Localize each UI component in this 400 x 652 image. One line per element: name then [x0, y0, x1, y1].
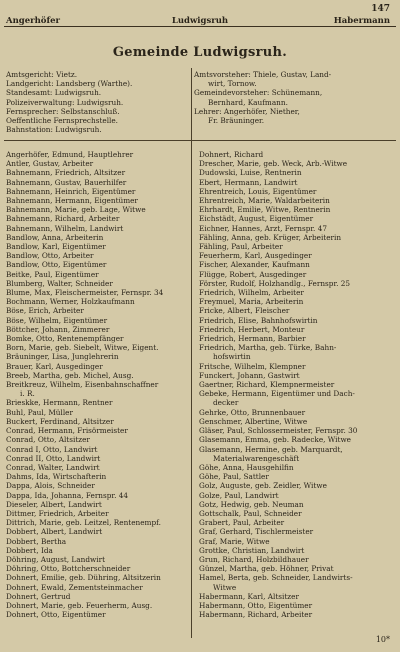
- list-item: Lehrer: Angerhöfer, Niether,: [194, 106, 300, 116]
- list-item: Ehrhardt, Emilie, Witwe, Rentnerin: [199, 205, 331, 215]
- list-item: Bandlow, Otto, Eigentümer: [6, 260, 107, 270]
- list-item: Dohnert, Ewald, Zementsteinmacher: [6, 582, 143, 592]
- list-item: Polizeiverwaltung: Ludwigsruh.: [6, 97, 124, 107]
- list-item: i. R.: [20, 389, 35, 399]
- list-item: Golze, Paul, Landwirt: [199, 490, 279, 500]
- list-item: Conrad, Walter, Landwirt: [6, 462, 100, 472]
- list-item: Eichstädt, August, Eigentümer: [199, 214, 314, 224]
- list-item: Gehrke, Otto, Brunnenbauer: [199, 407, 306, 417]
- list-item: Habermann, Karl, Altsitzer: [199, 591, 299, 601]
- list-item: Göhe, Paul, Sattler: [199, 472, 269, 482]
- list-item: Bandlow, Otto, Arbeiter: [6, 251, 94, 261]
- list-item: Landgericht: Landsberg (Warthe).: [6, 79, 133, 89]
- page-number: 147: [371, 4, 390, 14]
- list-item: Döhring, August, Landwirt: [6, 554, 105, 564]
- list-item: Göhe, Anna, Hausgehilfin: [199, 462, 294, 472]
- list-item: Funckert, Johann, Gastwirt: [199, 370, 300, 380]
- list-item: Böse, Erich, Arbeiter: [6, 306, 84, 316]
- list-item: Blumberg, Walter, Schneider: [6, 278, 113, 288]
- list-item: Drescher, Marie, geb. Weck, Arb.-Witwe: [199, 159, 348, 169]
- header-left: Angerhöfer: [6, 16, 60, 26]
- list-item: Genschmer, Albertine, Witwe: [199, 416, 308, 426]
- municipality-info: [6, 70, 184, 134]
- list-item: Friedrich, Hermann, Barbier: [199, 334, 306, 344]
- list-item: Gaertner, Richard, Klempnermeister: [199, 380, 335, 390]
- list-item: Feuerherm, Karl, Ausgedinger: [199, 251, 312, 261]
- list-item: Habermann, Otto, Eigentümer: [199, 600, 313, 610]
- list-item: Buhl, Paul, Müller: [6, 407, 73, 417]
- list-item: Böse, Wilhelm, Eigentümer: [6, 315, 108, 325]
- list-item: Ehrentreich, Louis, Eigentümer: [199, 186, 317, 196]
- list-item: Bahnemann, Hermann, Eigentümer: [6, 196, 138, 206]
- list-item: Bochmann, Werner, Holzkaufmann: [6, 297, 135, 307]
- list-item: Dobbert, Bertha: [6, 536, 67, 546]
- list-item: Dobbert, Ida: [6, 545, 53, 555]
- list-item: Dohnert, Marie, geb. Feuerherm, Ausg.: [6, 600, 153, 610]
- page-title: Gemeinde Ludwigsruh.: [112, 45, 288, 60]
- resident-list-left: [6, 150, 192, 619]
- list-item: Fähling, Anna, geb. Krüger, Arbeiterin: [199, 232, 342, 242]
- list-item: Eichner, Hannes, Arzt, Fernspr. 47: [199, 223, 327, 233]
- list-item: Amtsgericht: Vietz.: [6, 70, 78, 79]
- list-item: Dieseler, Albert, Landwirt: [6, 499, 102, 509]
- header-rule: [4, 26, 396, 27]
- list-item: Bahnstation: Ludwigsruh.: [6, 125, 102, 135]
- list-item: Förster, Rudolf, Holzhandlg., Fernspr. 25: [199, 278, 351, 288]
- list-item: Habermann, Richard, Arbeiter: [199, 610, 313, 620]
- list-item: Dohnert, Otto, Eigentümer: [6, 610, 106, 620]
- list-item: Dittmer, Friedrich, Arbeiter: [6, 508, 109, 518]
- list-item: Fr. Bräuninger.: [208, 116, 265, 126]
- list-item: Blume, Max, Fleischermeister, Fernspr. 34: [6, 288, 164, 298]
- list-item: Angerhöfer, Edmund, Hauptlehrer: [6, 150, 134, 159]
- list-item: Dappa, Ida, Johanna, Fernspr. 44: [6, 490, 129, 500]
- list-item: Beitke, Paul, Eigentümer: [6, 269, 99, 279]
- list-item: Böttcher, Johann, Zimmerer: [6, 324, 110, 334]
- list-item: Brauer, Karl, Ausgedinger: [6, 361, 103, 371]
- list-item: Born, Marie, geb. Siebelt, Witwe, Eigent.: [6, 343, 159, 353]
- page-header: [6, 4, 394, 26]
- list-item: decker: [213, 398, 239, 408]
- list-item: Hamel, Berta, geb. Schneider, Landwirts-: [199, 573, 353, 583]
- list-item: Golz, Auguste, geb. Zeidler, Witwe: [199, 481, 327, 491]
- list-item: Bandlow, Karl, Eigentümer: [6, 242, 106, 252]
- list-item: Buckert, Ferdinand, Altsitzer: [6, 416, 114, 426]
- list-item: Graf, Marie, Witwe: [199, 536, 270, 546]
- list-item: Bahnemann, Wilhelm, Landwirt: [6, 223, 124, 233]
- list-item: Günzel, Martha, geb. Höhner, Privat: [199, 564, 334, 574]
- list-item: Glasemann, Hermine, geb. Marquardt,: [199, 444, 343, 454]
- list-item: Oeffentliche Fernsprechstelle.: [6, 116, 119, 126]
- list-item: Conrad, Otto, Altsitzer: [6, 435, 90, 445]
- list-item: Gemeindevorsteher: Schünemann,: [194, 88, 323, 98]
- list-item: Witwe: [213, 582, 237, 592]
- list-item: Grabert, Paul, Arbeiter: [199, 518, 285, 528]
- list-item: Bahnemann, Marie, geb. Lage, Witwe: [6, 205, 146, 215]
- list-item: Dohnert, Emilie, geb. Dühring, Altsitzerin: [6, 573, 161, 583]
- list-item: Graf, Gerhard, Tischlermeister: [199, 527, 314, 537]
- header-center: Ludwigsruh: [171, 16, 229, 26]
- list-item: Friedrich, Martha, geb. Türke, Bahn-: [199, 343, 337, 353]
- list-item: Bahnemann, Friedrich, Altsitzer: [6, 168, 126, 178]
- list-item: Grottke, Christian, Landwirt: [199, 545, 305, 555]
- list-item: Breitkreuz, Wilhelm, Eisenbahnschaffner: [6, 380, 159, 390]
- list-item: Flügge, Robert, Ausgedinger: [199, 269, 307, 279]
- list-item: Dudowski, Luise, Rentnerin: [199, 168, 302, 178]
- list-item: Döhring, Otto, Bottcherschneider: [6, 564, 131, 574]
- list-item: Materialwarengeschäft: [213, 453, 300, 463]
- list-item: Friedrich, Wilhelm, Arbeiter: [199, 288, 304, 298]
- list-item: Ebert, Hermann, Landwirt: [199, 177, 298, 187]
- list-item: Gebeke, Hermann, Eigentümer und Dach-: [199, 389, 355, 399]
- officials-info: [194, 70, 394, 125]
- list-item: Conrad I, Otto, Landwirt: [6, 444, 98, 454]
- list-item: Conrad, Hermann, Frisörmeister: [6, 426, 128, 436]
- list-item: Conrad II, Otto, Landwirt: [6, 453, 101, 463]
- list-item: Fähling, Paul, Arbeiter: [199, 242, 283, 252]
- list-item: Bräuninger, Lisa, Junglehrerin: [6, 352, 119, 362]
- list-item: Standesamt: Ludwigsruh.: [6, 88, 102, 98]
- list-item: Friedrich, Herbert, Monteur: [199, 324, 305, 334]
- list-item: Antler, Gustav, Arbeiter: [6, 159, 94, 169]
- list-item: Ehrentreich, Marie, Waldarbeiterin: [199, 196, 330, 206]
- list-item: Dobbert, Albert, Landwirt: [6, 527, 103, 537]
- list-item: Bahnemann, Heinrich, Eigentümer: [6, 186, 136, 196]
- list-item: Bomke, Otto, Rentenempfänger: [6, 334, 124, 344]
- list-item: Gotz, Hedwig, geb. Neuman: [199, 499, 304, 509]
- list-item: Fricke, Albert, Fleischer: [199, 306, 290, 316]
- list-item: Gläser, Paul, Schlossermeister, Fernspr. 30: [199, 426, 358, 436]
- list-item: hofswirtin: [213, 352, 251, 362]
- list-item: Grun, Richard, Holzbildhauer: [199, 554, 309, 564]
- list-item: Fritsche, Wilhelm, Klempner: [199, 361, 306, 371]
- header-right: Habermann: [333, 16, 390, 26]
- list-item: Brieskke, Hermann, Rentner: [6, 398, 113, 408]
- list-item: Bandlow, Anna, Arbeiterin: [6, 232, 104, 242]
- list-item: Bahnemann, Richard, Arbeiter: [6, 214, 120, 224]
- section-divider: [4, 140, 396, 141]
- list-item: Gottschalk, Paul, Schneider: [199, 508, 302, 518]
- list-item: Amtsvorsteher: Thiele, Gustav, Land-: [194, 70, 332, 79]
- resident-list-right: [199, 150, 395, 619]
- list-item: Dohnert, Gertrud: [6, 591, 71, 601]
- list-item: Dappa, Alois, Schneider: [6, 481, 95, 491]
- list-item: Dahms, Ida, Wirtschafterin: [6, 472, 107, 482]
- list-item: Bernhard, Kaufmann.: [208, 97, 288, 107]
- list-item: Glasemann, Emma, geb. Radecke, Witwe: [199, 435, 352, 445]
- page-footer-mark: 10*: [375, 635, 390, 644]
- list-item: Dohnert, Richard: [199, 150, 264, 159]
- list-item: wirt, Tornow.: [208, 79, 257, 89]
- list-item: Friedrich, Elise, Bahnhofswirtin: [199, 315, 318, 325]
- list-item: Bahnemann, Gustav, Bauerhilfer: [6, 177, 127, 187]
- list-item: Fischer, Alexander, Kaufmann: [199, 260, 310, 270]
- list-item: Fernsprecher: Selbstanschluß.: [6, 106, 120, 116]
- list-item: Breeb, Martha, geb. Michel, Ausg.: [6, 370, 134, 380]
- list-item: Freymuel, Maria, Arbeiterin: [199, 297, 304, 307]
- list-item: Dittrich, Marie, geb. Leitzel, Rentenempf.: [6, 518, 161, 528]
